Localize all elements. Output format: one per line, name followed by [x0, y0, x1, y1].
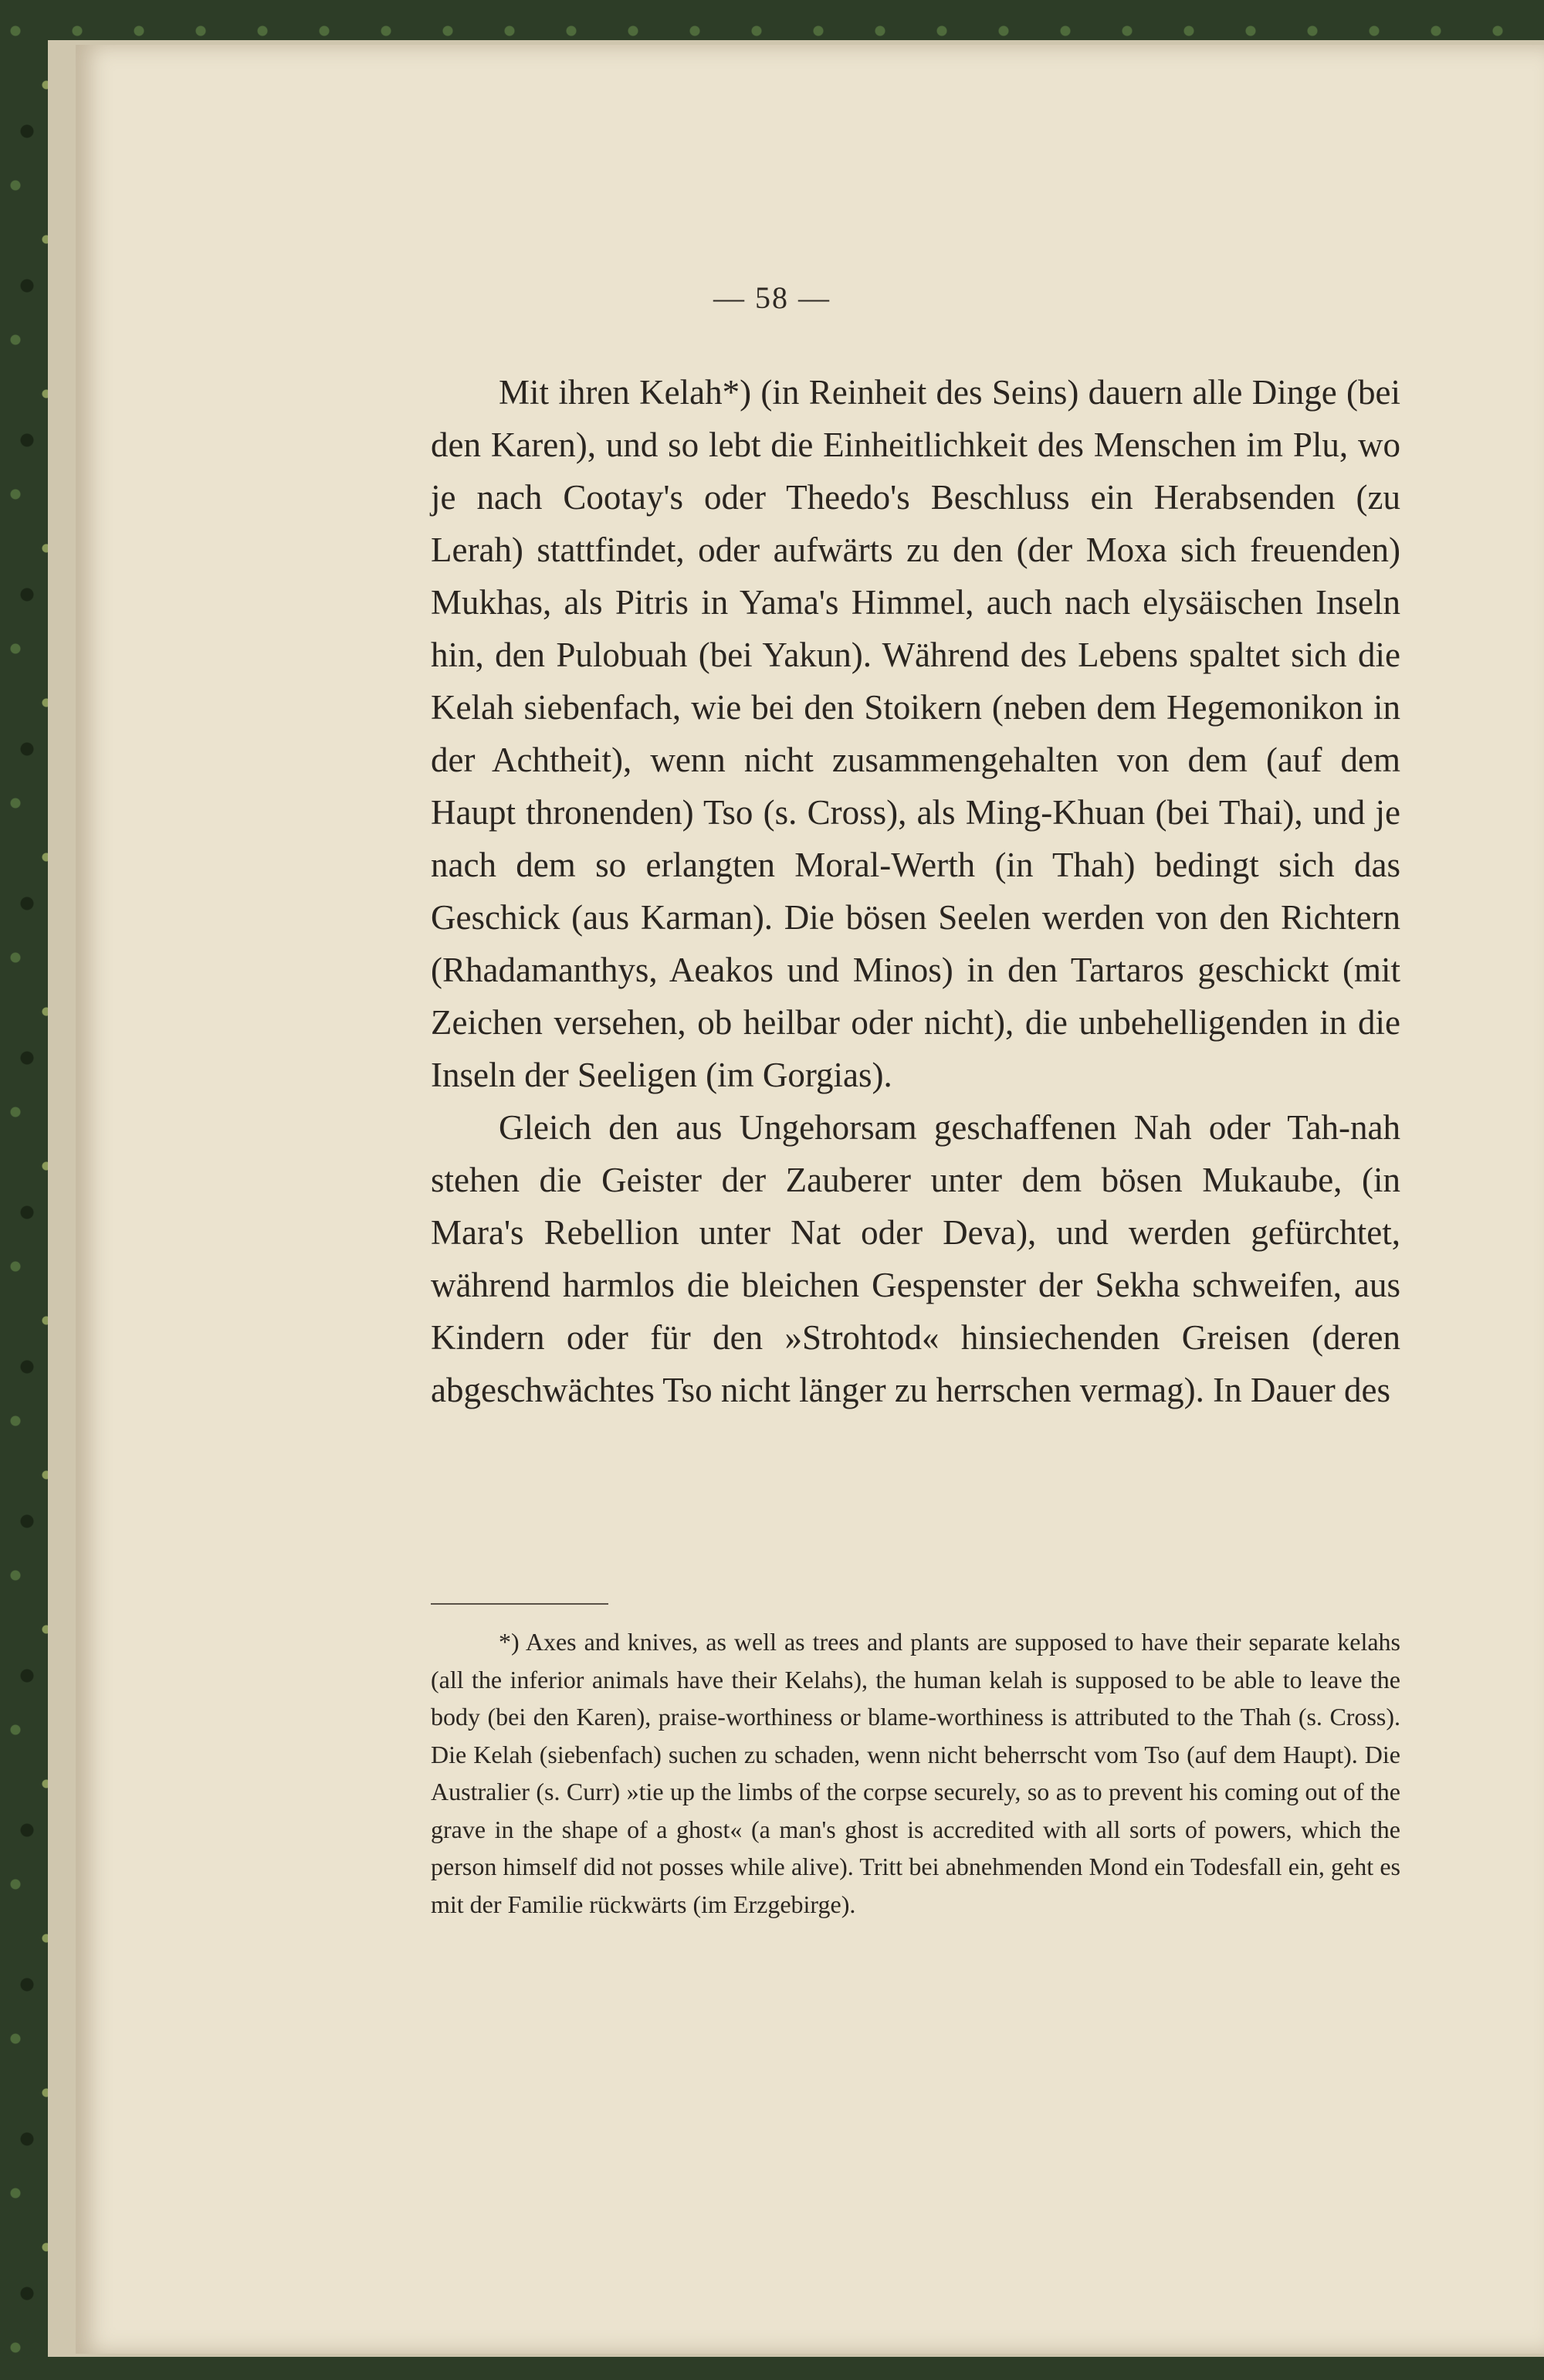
page-number: — 58 — — [713, 280, 831, 315]
paragraph-1: Mit ihren Kelah*) (in Reinheit des Seins) dauern alle Dinge (bei den Karen), und so lebt die Einheitlichkeit des Menschen im Plu, wo je nach Cootay's oder Theedo's Beschluss ein Herabsenden (zu Lerah) stattfindet, oder aufwärts zu den (der Moxa sich freuenden) Mukhas, als Pitris in Yama's Himmel, auch nach elysäischen Inseln hin, den Pulobuah (bei Yakun). Während des Lebens spaltet sich die Kelah siebenfach, wie bei den Stoikern (neben dem Hegemonikon in der Achtheit), wenn nicht zusammengehalten von dem (auf dem Haupt thronenden) Tso (s. Cross), als Ming-Khuan (bei Thai), und je nach dem so erlangten Moral-Werth (in Thah) bedingt sich das Geschick (aus Karman). Die bösen Seelen werden von den Richtern (Rhadamanthys, Aeakos und Minos) in den Tartaros geschickt (mit Zeichen versehen, ob heilbar oder nicht), die unbehelligenden in die Inseln der Seeligen (im Gorgias). — [431, 373, 1400, 1094]
footnote-divider — [431, 1603, 608, 1605]
main-text — [431, 366, 1400, 1416]
paragraph-2: Gleich den aus Ungehorsam geschaffenen Nah oder Tah-nah stehen die Geister der Zauberer unter dem bösen Mukaube, (in Mara's Rebellion unter Nat oder Deva), und werden gefürchtet, während harmlos die bleichen Gespenster der Sekha schweifen, aus Kindern oder für den »Strohtod« hinsiechenden Greisen (deren abgeschwächtes Tso nicht länger zu herrschen vermag). In Dauer des — [431, 1108, 1400, 1409]
footnote: *) Axes and knives, as well as trees and plants are supposed to have their separate kelahs (all the inferior animals have their Kelahs), the human kelah is supposed to be able to leave the body (bei den Karen), praise-worthiness or blame-worthiness is attributed to the Thah (s. Cross). Die Kelah (siebenfach) suchen zu schaden, wenn nicht beherrscht vom Tso (auf dem Haupt). Die Australier (s. Curr) »tie up the limbs of the corpse securely, so as to prevent his coming out of the grave in the shape of a ghost« (a man's ghost is accredited with all sorts of powers, which the person himself did not posses while alive). Tritt bei abnehmenden Mond ein Todesfall ein, geht es mit der Familie rückwärts (im Erzgebirge). — [431, 1628, 1400, 1918]
